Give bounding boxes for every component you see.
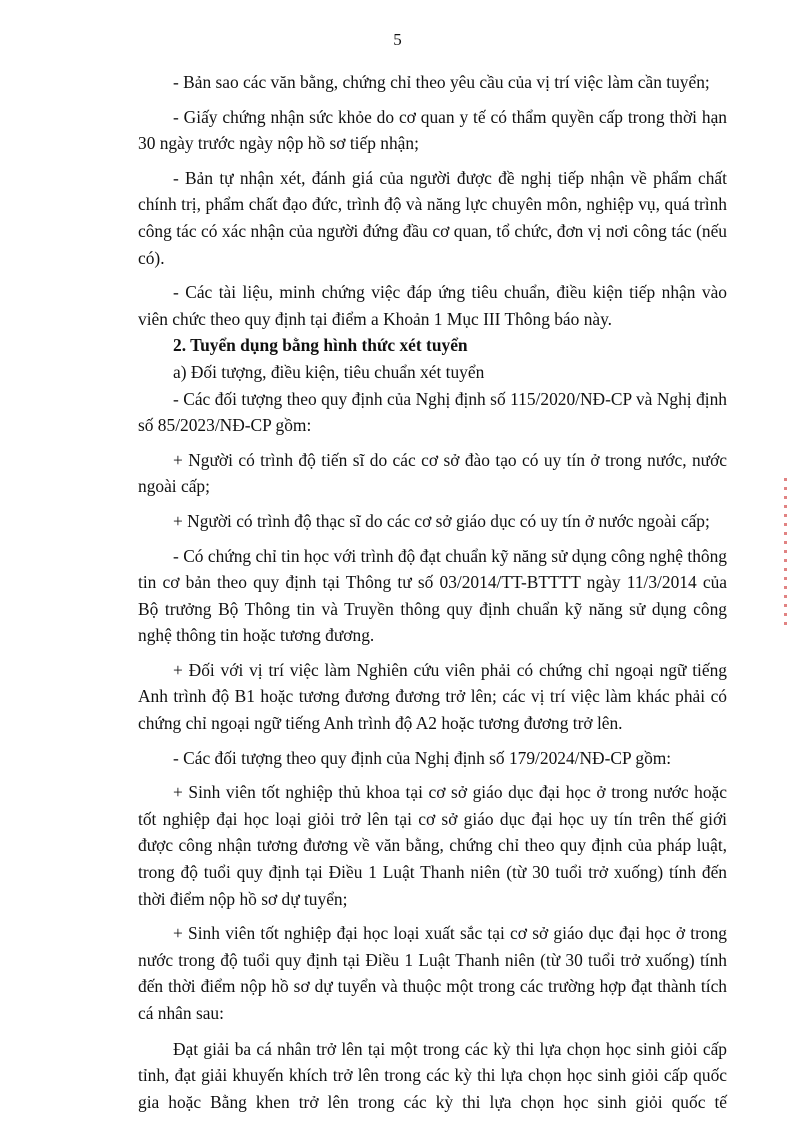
page-number: 5 xyxy=(393,30,402,49)
subsection-heading: a) Đối tượng, điều kiện, tiêu chuẩn xét tuyển xyxy=(173,361,485,382)
paragraph-supporting-documents: - Các tài liệu, minh chứng việc đáp ứng tiêu chuẩn, điều kiện tiếp nhận vào viên chức theo quy định tại điểm a Khoản 1 Mục III Thông báo này. xyxy=(138,282,727,329)
paragraph-it-certificate: - Có chứng chỉ tin học với trình độ đạt chuẩn kỹ năng sử dụng công nghệ thông tin cơ bản theo quy định tại Thông tư số 03/2014/TT-BTTTT ngày 11/3/2014 của Bộ trưởng Bộ Thông tin và Truyền thông quy định chuẩn kỹ năng sử dụng công nghệ thông tin hoặc tương đương. xyxy=(138,545,727,646)
paragraph-health-certificate: - Giấy chứng nhận sức khỏe do cơ quan y tế có thẩm quyền cấp trong thời hạn 30 ngày trước ngày nộp hồ sơ tiếp nhận; xyxy=(138,106,727,154)
list-item-masters: + Người có trình độ thạc sĩ do các cơ sở giáo dục có uy tín ở nước ngoài cấp; xyxy=(173,510,710,531)
list-item-excellent-graduate: + Sinh viên tốt nghiệp đại học loại xuất sắc tại cơ sở giáo dục đại học ở trong nước trong độ tuổi quy định tại Điều 1 Luật Thanh niên (từ 30 tuổi trở xuống) tính đến thời điểm nộp hồ sơ dự tuyển và thuộc một trong các trường hợp đạt thành tích cá nhân sau: xyxy=(138,923,727,1023)
paragraph-decree-115: - Các đối tượng theo quy định của Nghị định số 115/2020/NĐ-CP và Nghị định số 85/2023/NĐ-CP gồm: xyxy=(138,388,727,436)
list-item-doctorate: + Người có trình độ tiến sĩ do các cơ sở đào tạo có uy tín ở trong nước, nước ngoài cấp; xyxy=(138,449,727,497)
paragraph-certificate-copies: - Bản sao các văn bằng, chứng chỉ theo yêu cầu của vị trí việc làm cần tuyển; xyxy=(173,72,710,92)
list-item-valedictorian: + Sinh viên tốt nghiệp thủ khoa tại cơ sở giáo dục đại học ở trong nước hoặc tốt nghiệp đại học loại giỏi trở lên tại cơ sở giáo dục đại học uy tín trên thế giới được công nhận tương đương về văn bằng, chứng chỉ theo quy định của pháp luật, trong độ tuổi quy định tại Điều 1 Luật Thanh niên (từ 30 tuổi trở xuống) tính đến thời điểm nộp hồ sơ dự tuyển; xyxy=(138,782,727,909)
paragraph-awards: Đạt giải ba cá nhân trở lên tại một trong các kỳ thi lựa chọn học sinh giỏi cấp tỉnh, đạt giải khuyến khích trở lên trong các kỳ thi lựa chọn học sinh giỏi cấp quốc gia hoặc Bằng khen trở lên trong các kỳ thi lựa chọn học sinh giỏi quốc tế xyxy=(138,1038,727,1112)
section-heading: 2. Tuyển dụng bằng hình thức xét tuyển xyxy=(173,335,468,356)
paragraph-self-assessment: - Bản tự nhận xét, đánh giá của người được đề nghị tiếp nhận về phẩm chất chính trị, phẩm chất đạo đức, trình độ và năng lực chuyên môn, nghiệp vụ, quá trình công tác có xác nhận của người đứng đầu cơ quan, tổ chức, đơn vị nơi công tác (nếu có). xyxy=(138,167,727,268)
paragraph-decree-179: - Các đối tượng theo quy định của Nghị định số 179/2024/NĐ-CP gồm: xyxy=(173,747,672,768)
list-item-language-certificate: + Đối với vị trí việc làm Nghiên cứu viên phải có chứng chỉ ngoại ngữ tiếng Anh trình độ B1 hoặc tương đương đương trở lên; các vị trí việc làm khác phải có chứng chỉ ngoại ngữ tiếng Anh trình độ A2 hoặc tương đương trở lên. xyxy=(138,659,727,734)
document-body xyxy=(138,69,727,1115)
margin-stamp-mark xyxy=(784,478,787,628)
